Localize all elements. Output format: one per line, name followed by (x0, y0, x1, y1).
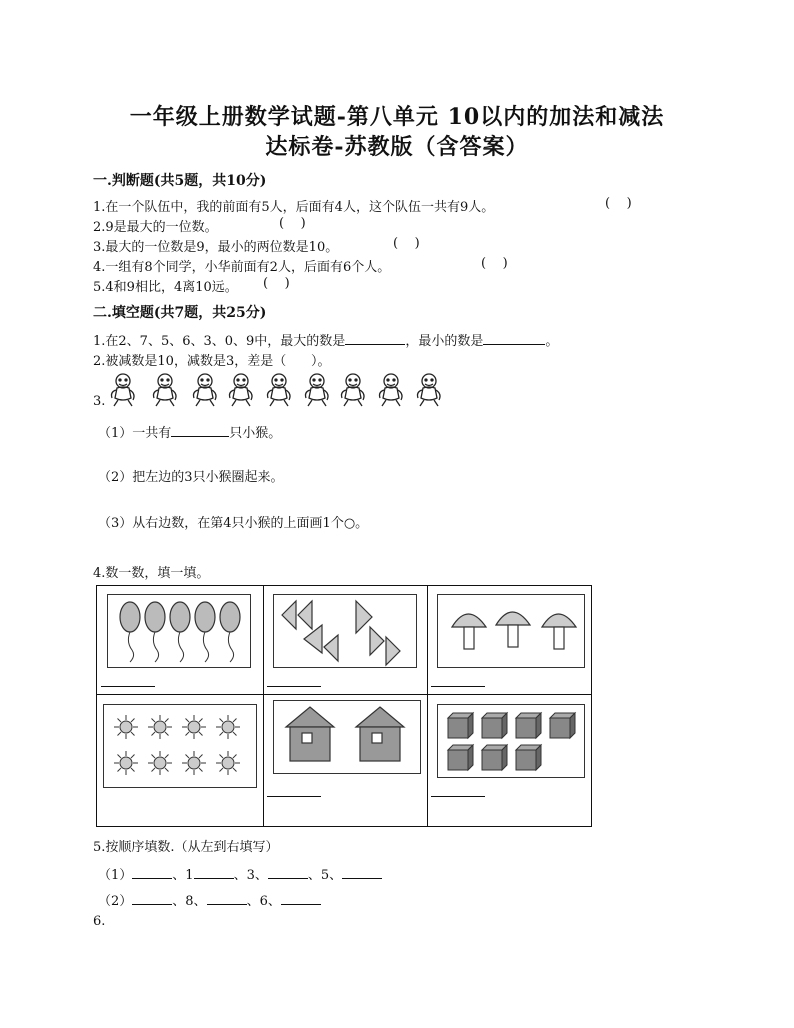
monkey-icon (108, 372, 138, 408)
answer-blank[interactable] (431, 796, 485, 797)
monkey-icon (338, 372, 368, 408)
answer-paren[interactable]: ( ) (605, 196, 632, 211)
answer-blank[interactable] (268, 866, 308, 879)
title-line-1: 一年级上册数学试题-第八单元 10以内的加法和减法 (129, 104, 665, 130)
houses-picture (273, 700, 421, 774)
judge-item-3: 3.最大的一位数是9，最小的两位数是10。 ( ) (93, 236, 420, 255)
answer-blank[interactable] (132, 892, 172, 905)
answer-blank[interactable] (281, 892, 321, 905)
triangles-picture (273, 594, 417, 668)
fill-item-3-number: 3. (93, 394, 106, 409)
section-1-heading: 一.判断题(共5题，共10分) (93, 173, 267, 189)
answer-blank[interactable] (345, 332, 405, 345)
answer-blank[interactable] (171, 424, 229, 437)
suns-picture (103, 704, 257, 788)
judge-item-5: 5.4和9相比，4离10远。 ( ) (93, 276, 290, 295)
fill-item-4: 4.数一数，填一填。 (93, 566, 210, 581)
monkey-icon (190, 372, 220, 408)
answer-paren[interactable]: ( ) (263, 276, 290, 291)
section-2-heading: 二.填空题(共7题，共25分) (93, 305, 267, 321)
answer-blank[interactable] (101, 686, 155, 687)
monkey-icon (226, 372, 256, 408)
monkey-icon (414, 372, 444, 408)
cube-icon (438, 705, 584, 777)
fill-item-3-sub-2: （2）把左边的3只小猴圈起来。 (98, 470, 284, 485)
answer-blank[interactable] (431, 686, 485, 687)
monkey-icon (150, 372, 180, 408)
fill-item-1: 1.在2、7、5、6、3、0、9中，最大的数是 ，最小的数是 。 (93, 334, 559, 349)
answer-blank[interactable] (207, 892, 247, 905)
cubes-picture (437, 704, 585, 778)
answer-blank[interactable] (342, 866, 382, 879)
balloon-icon (108, 595, 250, 667)
answer-blank[interactable] (267, 686, 321, 687)
fill-item-6: 6. (93, 914, 106, 929)
answer-paren[interactable]: ( ) (393, 236, 420, 251)
answer-blank[interactable] (483, 332, 545, 345)
fill-item-5: 5.按顺序填数.（从左到右填写） (93, 840, 279, 855)
monkey-icon (376, 372, 406, 408)
answer-paren[interactable]: ( ) (481, 256, 508, 271)
answer-blank[interactable] (267, 796, 321, 797)
monkey-icon (264, 372, 294, 408)
mushroom-icon (438, 595, 584, 667)
answer-blank[interactable] (194, 866, 234, 879)
balloons-picture (107, 594, 251, 668)
triangle-icon (274, 595, 416, 667)
mushrooms-picture (437, 594, 585, 668)
fill-item-3-sub-1: （1）一共有 只小猴。 (98, 426, 282, 441)
fill-item-5-row-1: （1） 、1 、3、 、5、 (98, 864, 382, 883)
counting-grid (96, 585, 592, 827)
answer-paren[interactable]: ( ) (279, 216, 306, 231)
fill-item-3-sub-3: （3）从右边数，在第4只小猴的上面画1个○。 (98, 516, 369, 531)
judge-item-1: 1.在一个队伍中，我的前面有5人，后面有4人，这个队伍一共有9人。 ( ) (93, 196, 632, 215)
title-line-2: 达标卷-苏教版（含答案） (265, 134, 529, 160)
monkey-icon (302, 372, 332, 408)
fill-item-2: 2.被减数是10，减数是3，差是（ ）。 (93, 354, 331, 369)
answer-blank[interactable] (132, 866, 172, 879)
judge-item-4: 4.一组有8个同学，小华前面有2人，后面有6个人。 ( ) (93, 256, 508, 275)
judge-item-2: 2.9是最大的一位数。 ( ) (93, 216, 306, 235)
sun-icon (104, 705, 256, 787)
fill-item-5-row-2: （2） 、8、 、6、 (98, 890, 321, 909)
house-icon (274, 701, 420, 773)
